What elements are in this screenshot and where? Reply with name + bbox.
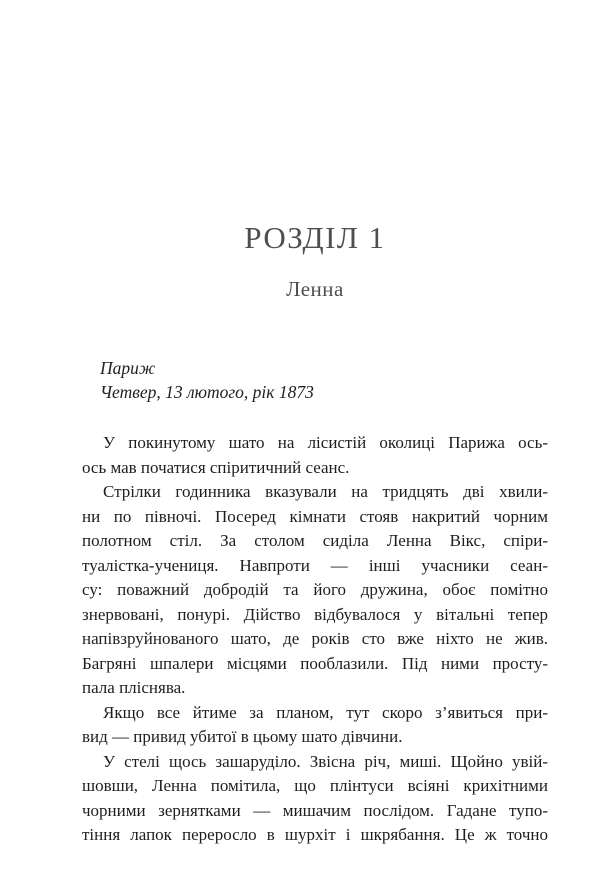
text-line: Стрілки годинника вказували на тридцять дві хвили- <box>103 482 548 501</box>
text-line: су: поважний добродій та його дружина, обоє помітно <box>82 580 548 599</box>
paragraph <box>82 750 548 848</box>
paragraph <box>82 480 548 701</box>
text-block <box>82 0 548 848</box>
chapter-heading: РОЗДІЛ 1 <box>244 220 386 255</box>
text-line: пала пліснява. <box>82 678 186 697</box>
text-line: ось мав початися спіритичний сеанс. <box>82 457 350 477</box>
text-line: шовши, Ленна помітила, що плінтуси всіяні крихітними <box>82 776 548 795</box>
text-line: вид — привид убитої в цьому шато дівчини. <box>82 727 403 746</box>
text-line: У покинутому шато на лісистій околиці Парижа ось- <box>103 433 548 452</box>
dateline <box>82 356 548 404</box>
dateline-place: Париж <box>100 358 156 378</box>
text-line: тіння лапок переросло в шурхіт і шкрябання. Це ж точно <box>82 825 548 844</box>
paragraph <box>82 431 548 480</box>
text-line: полотном стіл. За столом сиділа Ленна Вікс, спіри- <box>82 531 548 550</box>
text-line: ни по півночі. Посеред кімнати стояв накритий чорним <box>82 506 548 526</box>
text-line: туалістка-учениця. Навпроти — інші учасники сеан- <box>82 555 548 575</box>
text-line: Якщо все йтиме за планом, тут скоро з’явиться при- <box>103 702 548 722</box>
text-line: знервовані, понурі. Дійство відбувалося у вітальні тепер <box>82 604 548 624</box>
text-line: У стелі щось зашаруділо. Звісна річ, миші. Щойно увій- <box>103 751 548 771</box>
text-line: Багряні шпалери місцями пооблазили. Під ними просту- <box>82 653 548 673</box>
body-text <box>82 431 548 848</box>
text-line: чорними зернятками — мишачим послідом. Гадане тупо- <box>82 800 548 820</box>
paragraph <box>82 701 548 750</box>
text-line: напівзруйнованого шато, де років сто вже ніхто не жив. <box>82 629 548 648</box>
dateline-date: Четвер, 13 лютого, рік 1873 <box>100 382 314 402</box>
chapter-subtitle: Ленна <box>286 277 344 301</box>
